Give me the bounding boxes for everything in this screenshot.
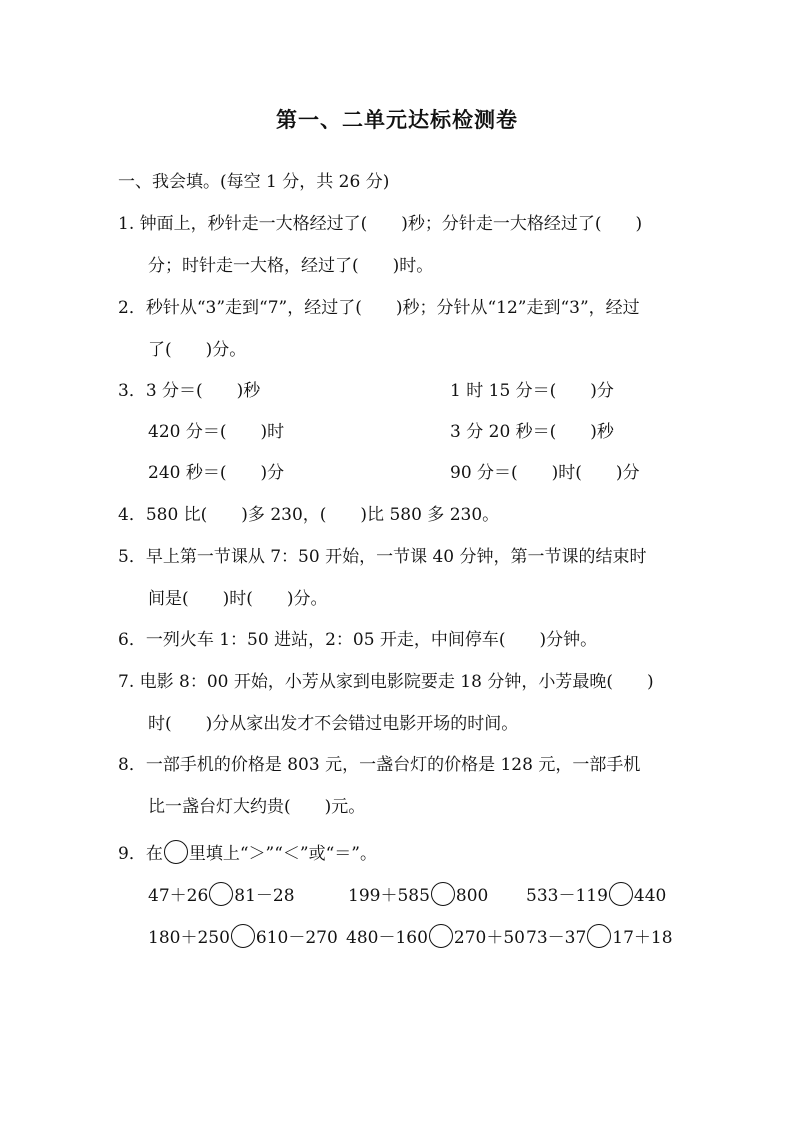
compare-circle-icon[interactable] bbox=[609, 882, 633, 906]
comparison-left: 199＋585 bbox=[348, 886, 430, 906]
question-9-prefix: 9．在 bbox=[118, 844, 163, 864]
comparison-left: 533－119 bbox=[526, 886, 608, 906]
compare-circle-icon[interactable] bbox=[587, 924, 611, 948]
comparison-right: 270＋50 bbox=[453, 928, 525, 948]
comparison-1-2 bbox=[348, 882, 488, 908]
question-3-f: 90 分＝( )时( )分 bbox=[450, 463, 640, 483]
question-3-d: 3 分 20 秒＝( )秒 bbox=[450, 422, 614, 442]
question-1-line-1: 1. 钟面上，秒针走一大格经过了( )秒；分针走一大格经过了( ) bbox=[118, 214, 643, 234]
comparison-left: 180＋250 bbox=[148, 928, 230, 948]
question-3-e: 240 秒＝( )分 bbox=[148, 463, 285, 483]
question-6: 6．一列火车 1：50 进站，2：05 开走，中间停车( )分钟。 bbox=[118, 630, 598, 650]
comparison-right: 800 bbox=[455, 886, 489, 906]
question-7-line-2: 时( )分从家出发才不会错过电影开场的时间。 bbox=[148, 714, 519, 734]
question-2-line-1: 2．秒针从“3”走到“7”，经过了( )秒；分针从“12”走到“3”，经过 bbox=[118, 298, 640, 318]
comparison-right: 81－28 bbox=[234, 886, 295, 906]
question-3-c: 420 分＝( )时 bbox=[148, 422, 285, 442]
comparison-2-2 bbox=[346, 924, 525, 950]
compare-circle-icon[interactable] bbox=[429, 924, 453, 948]
question-2-line-2: 了( )分。 bbox=[148, 340, 247, 360]
comparison-1-1 bbox=[148, 882, 295, 908]
compare-circle-icon bbox=[164, 840, 188, 864]
question-4: 4．580 比( )多 230，( )比 580 多 230。 bbox=[118, 505, 500, 525]
question-8-line-1: 8．一部手机的价格是 803 元，一盏台灯的价格是 128 元，一部手机 bbox=[118, 755, 641, 775]
question-7-line-1: 7. 电影 8：00 开始，小芳从家到电影院要走 18 分钟，小芳最晚( ) bbox=[118, 672, 654, 692]
comparison-left: 73－37 bbox=[526, 928, 587, 948]
question-3-a: 3．3 分＝( )秒 bbox=[118, 381, 261, 401]
section-heading: 一、我会填。(每空 1 分，共 26 分) bbox=[118, 172, 390, 192]
compare-circle-icon[interactable] bbox=[231, 924, 255, 948]
question-8-line-2: 比一盏台灯大约贵( )元。 bbox=[148, 797, 366, 817]
comparison-2-1 bbox=[148, 924, 338, 950]
comparison-right: 440 bbox=[633, 886, 667, 906]
compare-circle-icon[interactable] bbox=[431, 882, 455, 906]
page-title: 第一、二单元达标检测卷 bbox=[276, 108, 518, 132]
compare-circle-icon[interactable] bbox=[209, 882, 233, 906]
comparison-right: 17＋18 bbox=[612, 928, 673, 948]
question-5-line-1: 5．早上第一节课从 7：50 开始，一节课 40 分钟，第一节课的结束时 bbox=[118, 547, 647, 567]
question-9-instruction bbox=[118, 840, 377, 866]
comparison-left: 47＋26 bbox=[148, 886, 209, 906]
question-5-line-2: 间是( )时( )分。 bbox=[148, 589, 328, 609]
comparison-1-3 bbox=[526, 882, 666, 908]
comparison-2-3 bbox=[526, 924, 673, 950]
question-9-suffix: 里填上“＞”“＜”或“＝”。 bbox=[188, 844, 377, 864]
question-3-b: 1 时 15 分＝( )分 bbox=[450, 381, 614, 401]
question-1-line-2: 分；时针走一大格，经过了( )时。 bbox=[148, 256, 434, 276]
comparison-right: 610－270 bbox=[255, 928, 338, 948]
comparison-left: 480－160 bbox=[346, 928, 428, 948]
